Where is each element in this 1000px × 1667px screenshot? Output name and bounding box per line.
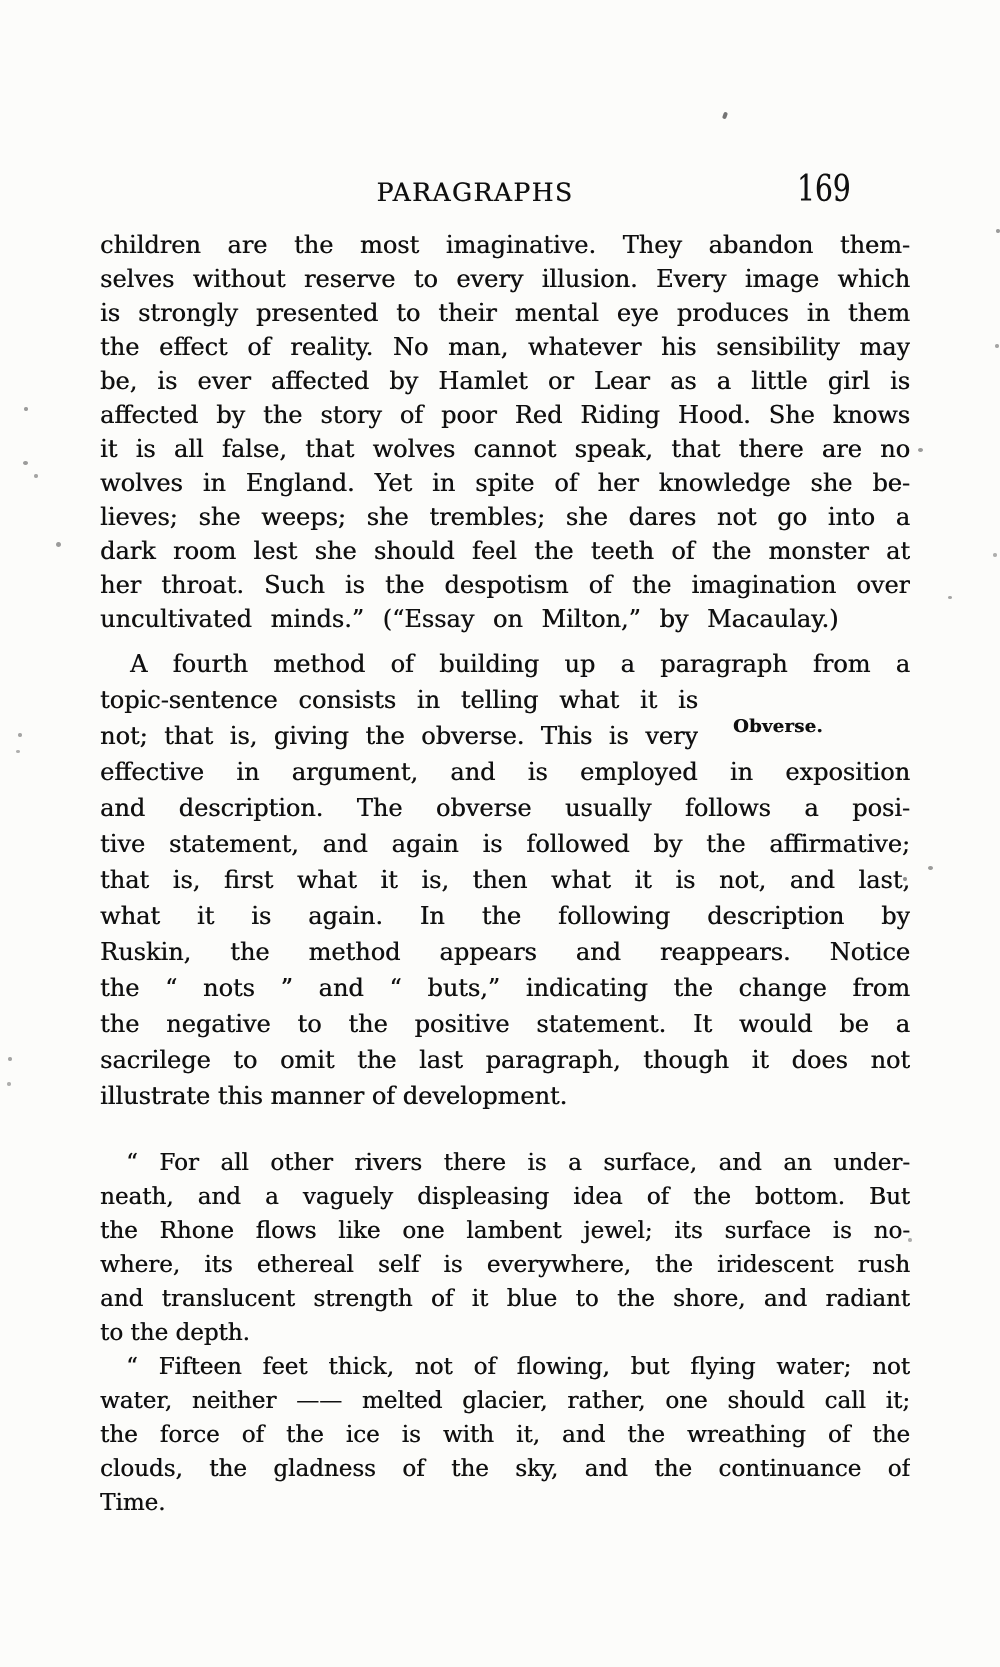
scan-speck — [928, 866, 933, 870]
text-line: effective in argument, and is employed in exposition — [100, 758, 910, 786]
scan-speck — [8, 1057, 12, 1061]
text-line: water, neither —— melted glacier, rather, one should call it; — [100, 1388, 910, 1414]
sidenote-obverse: Obverse. — [733, 716, 823, 737]
scan-speck — [948, 596, 952, 599]
text-line: A fourth method of building up a paragraph from a — [130, 650, 910, 678]
running-head: PARAGRAPHS — [376, 178, 574, 207]
text-column — [100, 228, 910, 1520]
text-line: and translucent strength of it blue to the shore, and radiant — [100, 1286, 910, 1312]
text-line: sacrilege to omit the last paragraph, though it does not — [100, 1046, 910, 1074]
text-line: affected by the story of poor Red Riding Hood. She knows — [100, 401, 910, 429]
text-line: what it is again. In the following description by — [100, 902, 910, 930]
text-line: dark room lest she should feel the teeth of the monster at — [100, 537, 910, 565]
text-line: topic-sentence consists in telling what it is — [100, 686, 698, 714]
text-line: where, its ethereal self is everywhere, the iridescent rush — [100, 1252, 910, 1278]
text-line: to the depth. — [100, 1320, 250, 1346]
scan-speck — [996, 229, 1000, 233]
quote-ruskin-fifteen-feet — [100, 1350, 910, 1520]
text-line: Ruskin, the method appears and reappears. Notice — [100, 938, 910, 966]
text-line: children are the most imaginative. They abandon them- — [100, 231, 910, 259]
text-line: and description. The obverse usually follows a posi- — [100, 794, 910, 822]
text-line: “ Fifteen feet thick, not of flowing, but flying water; not — [126, 1354, 910, 1380]
text-line: the “ nots ” and “ buts,” indicating the change from — [100, 974, 910, 1002]
scan-speck — [16, 750, 20, 753]
text-line: selves without reserve to every illusion. Every image which — [100, 265, 910, 293]
text-line: be, is ever affected by Hamlet or Lear as a little girl is — [100, 367, 910, 395]
scan-speck — [7, 1082, 11, 1086]
scan-speck — [722, 112, 728, 120]
text-line: lieves; she weeps; she trembles; she dares not go into a — [100, 503, 910, 531]
scan-speck — [34, 474, 38, 478]
page-number: 169 — [797, 169, 851, 210]
quote-ruskin-rivers — [100, 1146, 910, 1350]
scan-speck — [993, 553, 997, 557]
scan-speck — [24, 407, 28, 411]
text-line: Time. — [100, 1490, 166, 1516]
text-line: uncultivated minds.” (“Essay on Milton,” by Macaulay.) — [100, 605, 839, 633]
scan-speck — [918, 448, 923, 452]
text-line: “ For all other rivers there is a surface, and an under- — [126, 1150, 910, 1176]
text-line: the effect of reality. No man, whatever his sensibility may — [100, 333, 910, 361]
text-line: illustrate this manner of development. — [100, 1082, 568, 1110]
text-line: the force of the ice is with it, and the wreathing of the — [100, 1422, 910, 1448]
text-line: clouds, the gladness of the sky, and the continuance of — [100, 1456, 910, 1482]
scan-speck — [995, 344, 999, 348]
text-line: her throat. Such is the despotism of the imagination over — [100, 571, 910, 599]
text-line: wolves in England. Yet in spite of her knowledge she be- — [100, 469, 910, 497]
paragraph-macaulay-excerpt-end — [100, 228, 910, 636]
text-line: neath, and a vaguely displeasing idea of the bottom. But — [100, 1184, 910, 1210]
text-line: the negative to the positive statement. It would be a — [100, 1010, 910, 1038]
scan-speck — [56, 542, 61, 547]
paragraph-fourth-method — [100, 646, 910, 1114]
text-line: the Rhone flows like one lambent jewel; its surface is no- — [100, 1218, 910, 1244]
text-line: that is, first what it is, then what it is not, and last, — [100, 866, 910, 894]
text-line: tive statement, and again is followed by the affirmative; — [100, 830, 910, 858]
text-line: is strongly presented to their mental eye produces in them — [100, 299, 910, 327]
text-line: it is all false, that wolves cannot speak, that there are no — [100, 435, 910, 463]
text-line: not; that is, giving the obverse. This is very — [100, 722, 698, 750]
scan-speck — [23, 461, 28, 465]
scan-speck — [18, 733, 22, 737]
